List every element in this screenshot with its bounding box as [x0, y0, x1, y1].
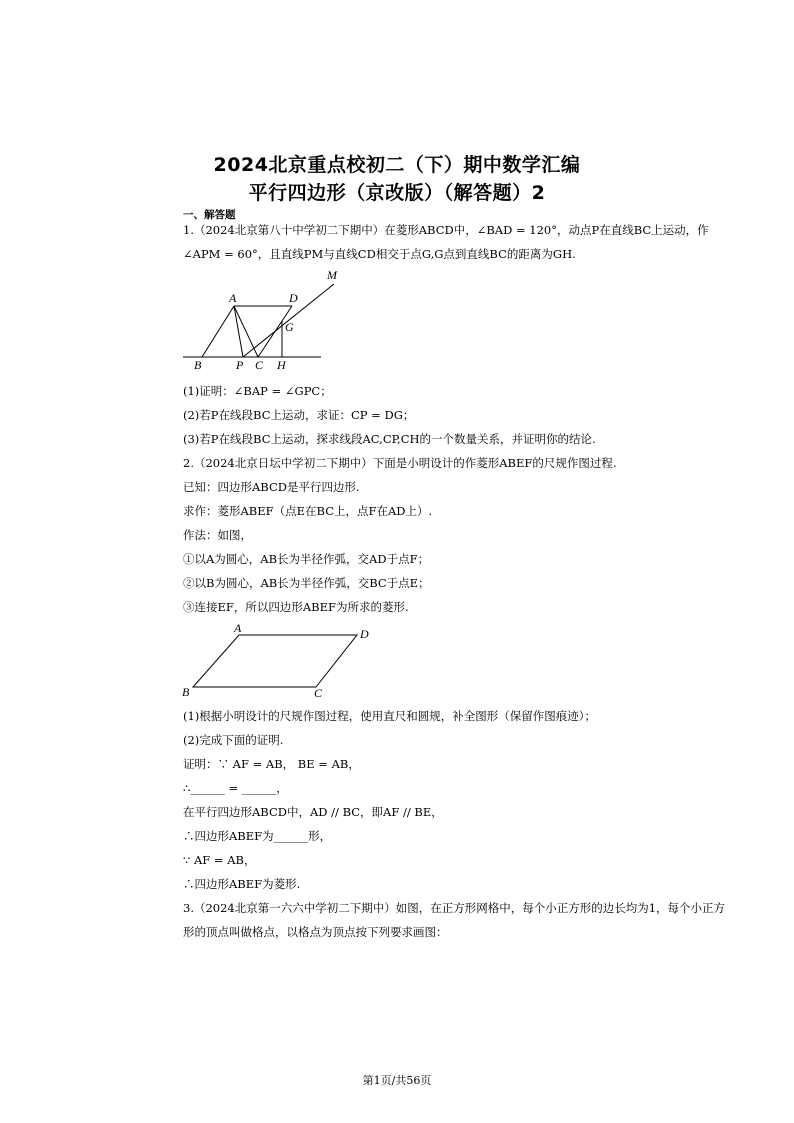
q1-part1: (1)证明：∠BAP = ∠GPC；: [183, 384, 332, 398]
q1-label-a: A: [229, 291, 237, 305]
page-footer: 第1页/共56页: [362, 1074, 432, 1087]
q2-proof2: ∴______ = ______，: [183, 781, 288, 795]
q2-parallelogram-abcd: [193, 635, 357, 687]
q2-label-c: C: [314, 686, 323, 700]
q1-part3: (3)若P在线段BC上运动，探求线段AC,CP,CH的一个数量关系，并证明你的结论.: [183, 432, 596, 446]
q2-require: 求作：菱形ABEF（点E在BC上，点F在AD上）.: [183, 504, 433, 518]
q2-step2: ②以B为圆心，AB长为半径作弧，交BC于点E；: [183, 576, 430, 590]
q1-text-line2: ∠APM = 60°，且直线PM与直线CD相交于点G,G点到直线BC的距离为GH.: [183, 247, 576, 261]
q3-text-line1: 3.（2024北京第一六六中学初二下期中）如图，在正方形网格中，每个小正方形的边长均为1，每个小正方: [183, 901, 726, 915]
q2-proof4: ∴四边形ABEF为______形，: [183, 829, 332, 843]
q1-label-h: H: [277, 358, 286, 372]
q2-known: 已知：四边形ABCD是平行四边形.: [183, 480, 360, 494]
document-title-line1: 2024北京重点校初二（下）期中数学汇编: [213, 154, 581, 176]
q1-label-d: D: [289, 291, 298, 305]
q2-step1: ①以A为圆心，AB长为半径作弧，交AD于点F；: [183, 552, 430, 566]
q2-proof3: 在平行四边形ABCD中，AD // BC，即AF // BE，: [183, 805, 443, 819]
q2-part1: (1)根据小明设计的尺规作图过程，使用直尺和圆规，补全图形（保留作图痕迹）；: [183, 709, 597, 723]
q1-label-g: G: [285, 320, 294, 334]
q2-label-d: D: [360, 627, 369, 641]
q2-proof5: ∵ AF = AB，: [183, 853, 256, 867]
section-heading: 一、解答题: [183, 209, 236, 221]
q3-text-line2: 形的顶点叫做格点，以格点为顶点按下列要求画图：: [183, 925, 448, 939]
q2-intro: 2.（2024北京日坛中学初二下期中）下面是小明设计的作菱形ABEF的尺规作图过程.: [183, 456, 617, 470]
q1-label-b: B: [194, 358, 202, 372]
q2-proof1: 证明：∵ AF = AB， BE = AB，: [183, 757, 360, 771]
q2-step3: ③连接EF，所以四边形ABEF为所求的菱形.: [183, 600, 409, 614]
q1-label-m: M: [327, 268, 337, 282]
q2-part2: (2)完成下面的证明.: [183, 733, 284, 747]
document-title-line2: 平行四边形（京改版）（解答题）2: [248, 182, 546, 204]
q2-proof6: ∴四边形ABEF为菱形.: [183, 877, 301, 891]
q1-label-c: C: [255, 358, 264, 372]
q1-label-p: P: [236, 358, 244, 372]
q2-method: 作法：如图，: [183, 528, 252, 542]
q2-label-b: B: [182, 685, 190, 699]
q1-text-line1: 1.（2024北京第八十中学初二下期中）在菱形ABCD中，∠BAD = 120°，动点P在直线BC上运动，作: [183, 223, 709, 237]
q2-label-a: A: [234, 621, 242, 635]
q1-part2: (2)若P在线段BC上运动，求证：CP = DG；: [183, 408, 415, 422]
